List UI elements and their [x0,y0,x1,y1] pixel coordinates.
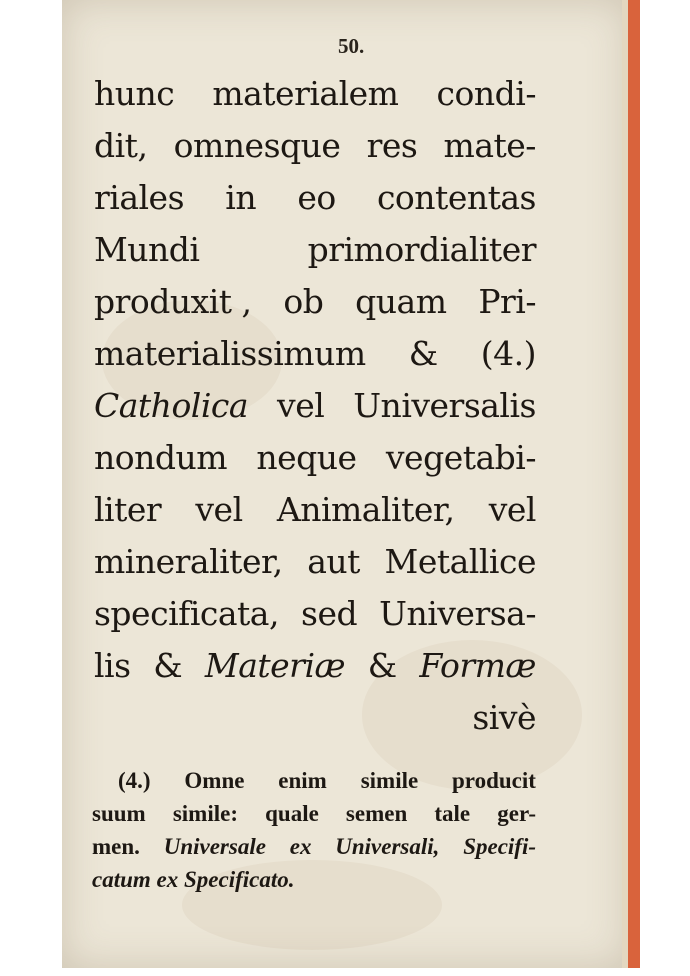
word: enim [278,768,327,793]
word: neque [256,438,357,477]
catchword: sivè [472,698,536,737]
word: dit, [94,126,148,165]
text-line [94,224,536,276]
word: res [366,126,418,165]
text-line [94,588,536,640]
word: tale [434,801,471,826]
word-italic: catum ex Specificato. [92,867,295,892]
word: Universalis [353,386,536,425]
word: hunc [94,74,175,113]
word: & [367,646,397,685]
word: nondum [94,438,228,477]
word: eo [297,178,336,217]
word: Omne [184,768,245,793]
footnote [92,764,536,896]
main-text [94,68,536,744]
word: simile [360,768,419,793]
word: men. [92,834,140,859]
text-line [94,640,536,692]
page-number: 50. [338,34,365,58]
text-line [94,380,536,432]
word: Metallice [384,542,536,581]
word: primordialiter [307,230,536,269]
word: semen [345,801,408,826]
word: ob [283,282,324,321]
word: simile: [172,801,238,826]
word-italic: Universali, [335,834,440,859]
word: Mundi [94,230,200,269]
word: quam [355,282,447,321]
word-italic: Materiæ [204,646,346,685]
word: in [225,178,257,217]
word: & [153,646,183,685]
word: Pri- [478,282,536,321]
word: suum [92,801,146,826]
book-edge [628,0,640,968]
text-line [94,120,536,172]
word: liter [94,490,162,529]
footnote-marker: (4.) [480,334,536,373]
text-line [94,276,536,328]
text-line [94,536,536,588]
word: ger- [497,801,536,826]
word-italic: Formæ [419,646,536,685]
catchword-line [94,692,536,744]
word: vel [277,386,325,425]
word: Animaliter, [276,490,455,529]
word: mate- [443,126,536,165]
word: materialem [212,74,399,113]
word: lis [94,646,131,685]
word-italic: Catholica [94,386,249,425]
text-line [94,432,536,484]
footnote-line [92,764,536,797]
word: vegetabi- [385,438,536,477]
footnote-line [92,830,536,863]
word: mineraliter, [94,542,283,581]
word: Universa- [379,594,536,633]
word-italic: Specifi- [463,834,536,859]
word: omnesque [173,126,341,165]
word: materialissimum [94,334,366,373]
text-line [94,328,536,380]
book-page [62,0,628,968]
word: producit [452,768,536,793]
word: produxit , [94,282,252,321]
text-line [94,172,536,224]
word: riales [94,178,185,217]
footnote-number: (4.) [118,768,151,793]
text-line [94,68,536,120]
word: aut [307,542,360,581]
word: specificata, [94,594,279,633]
word: quale [265,801,319,826]
word: sed [301,594,358,633]
word: condi- [436,74,536,113]
word-italic: ex [289,834,312,859]
word: & [408,334,438,373]
word-italic: Universale [163,834,266,859]
word: vel [195,490,243,529]
footnote-line [92,797,536,830]
text-line [94,484,536,536]
word: vel [488,490,536,529]
word: contentas [376,178,536,217]
footnote-line [92,863,536,896]
